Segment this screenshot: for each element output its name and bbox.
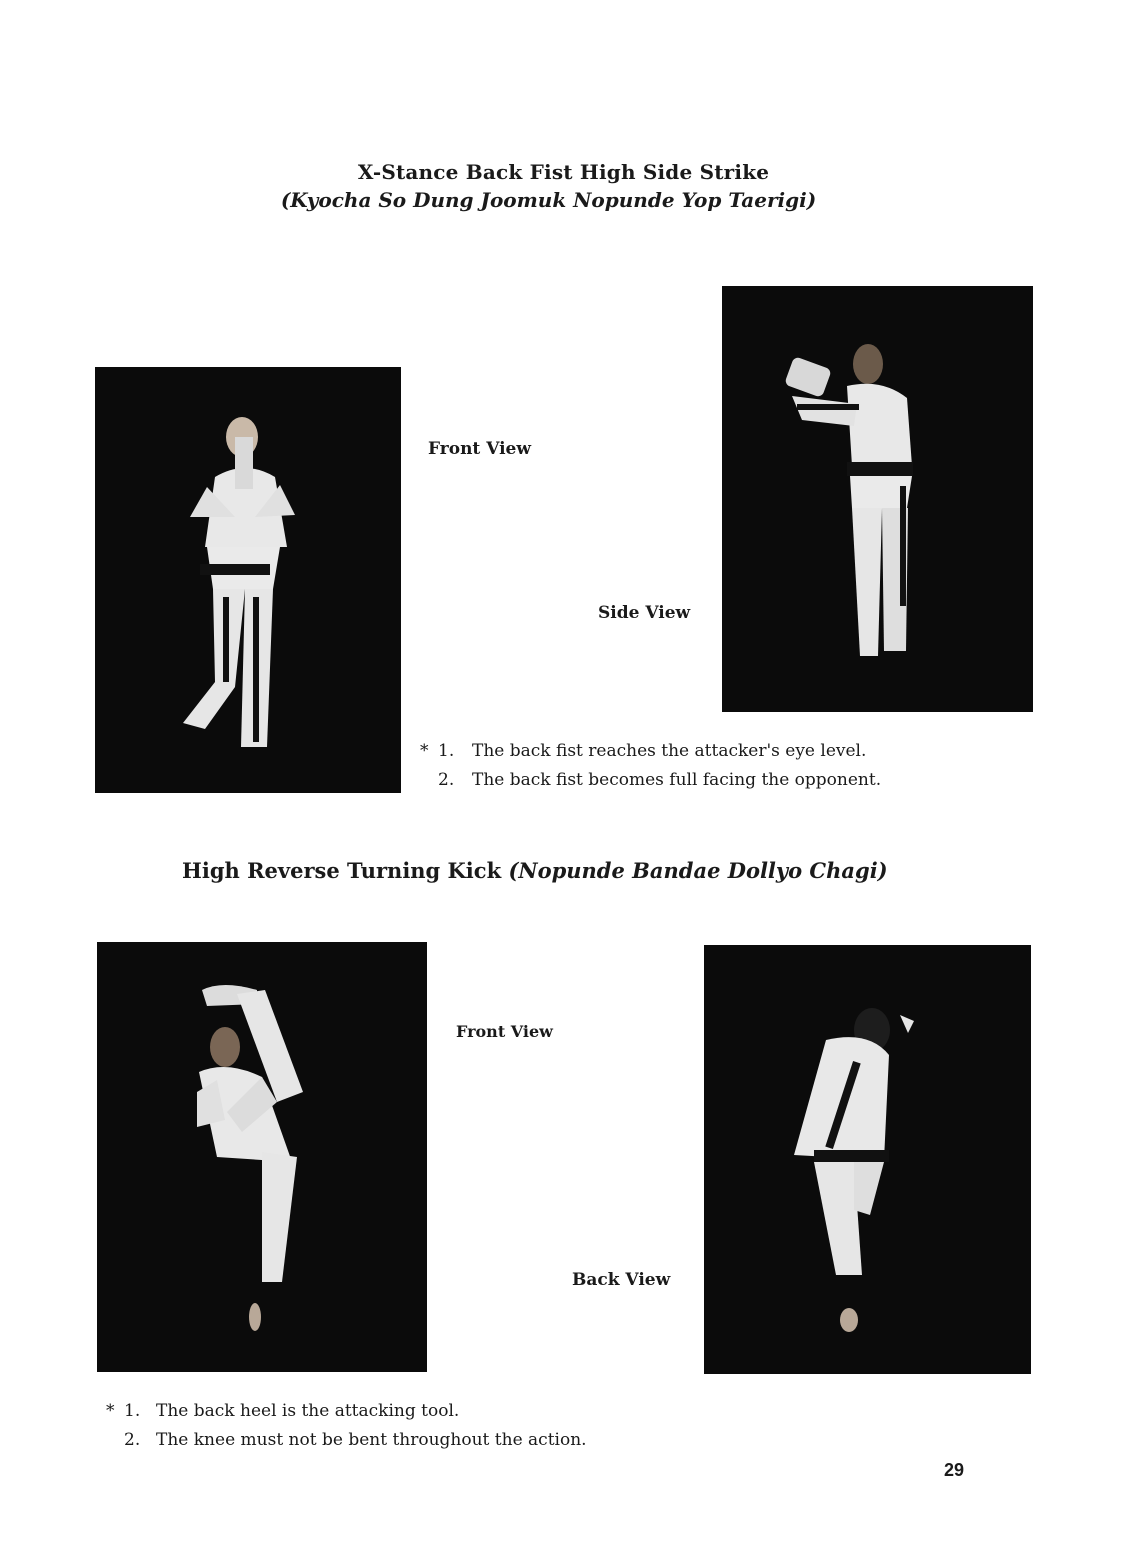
note-text: The back fist becomes full facing the opponent. <box>472 770 882 790</box>
section2-subtitle: (Nopunde Bandae Dollyo Chagi) <box>508 858 888 883</box>
note-number: 2. <box>438 770 455 790</box>
page-number: 29 <box>944 1460 965 1480</box>
section2-title: High Reverse Turning Kick <box>182 858 502 883</box>
front-view-caption-1: Front View <box>428 439 531 459</box>
section2-heading <box>182 858 888 883</box>
note-text: The back fist reaches the attacker's eye level. <box>472 741 867 761</box>
section1-title: X-Stance Back Fist High Side Strike <box>357 160 770 184</box>
note-number: 2. <box>124 1430 141 1450</box>
section1-subtitle: (Kyocha So Dung Joomuk Nopunde Yop Taerigi) <box>280 188 817 212</box>
section1-notes <box>420 737 881 795</box>
photo-kick-front <box>97 942 427 1372</box>
note-marker: * <box>106 1401 115 1421</box>
note-number: 1. <box>438 741 455 761</box>
back-view-caption: Back View <box>572 1270 671 1290</box>
note-marker: * <box>420 741 429 761</box>
section2-notes <box>106 1397 587 1455</box>
note-item <box>420 766 881 795</box>
note-item <box>106 1397 587 1426</box>
photo-xstance-side <box>722 286 1033 712</box>
note-item <box>106 1426 587 1455</box>
side-view-caption: Side View <box>598 603 691 623</box>
front-view-caption-2: Front View <box>456 1022 553 1041</box>
photo-xstance-front <box>95 367 401 793</box>
note-text: The knee must not be bent throughout the action. <box>156 1430 587 1450</box>
note-number: 1. <box>124 1401 141 1421</box>
photo-kick-back <box>704 945 1031 1374</box>
note-text: The back heel is the attacking tool. <box>156 1401 460 1421</box>
note-item <box>420 737 881 766</box>
